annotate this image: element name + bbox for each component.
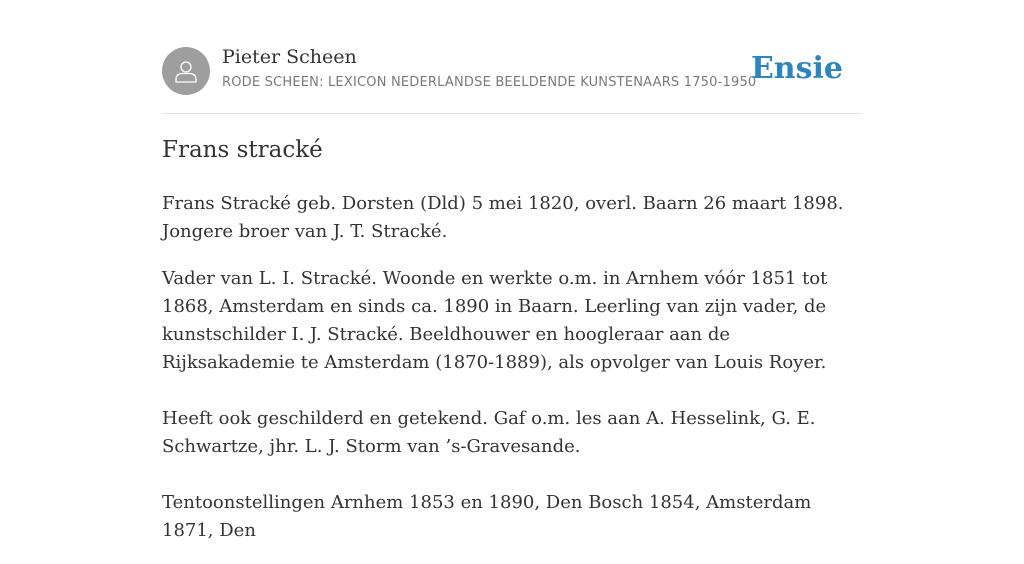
article-body (162, 190, 862, 564)
source-name[interactable]: RODE SCHEEN: LEXICON NEDERLANDSE BEELDENDE KUNSTENAARS 1750-1950 (222, 75, 757, 90)
ensie-logo[interactable]: Ensie (750, 51, 843, 86)
article-paragraph: Vader van L. I. Stracké. Woonde en werkte o.m. in Arnhem vóór 1851 tot 1868, Amsterdam en sinds ca. 1890 in Baarn. Leerling van zijn vader, de kunstschilder I. J. Stracké. Beeldhouwer en hoogleraar aan de Rijksakademie te Amsterdam (1870-1889), als opvolger van Louis Royer. Heeft ook geschilderd en getekend. Gaf o.m. les aan A. Hesselink, G. E. Schwartze, jhr. L. J. Storm van ’s-Gravesande. Tentoonstellingen Arnhem 1853 en 1890, Den Bosch 1854, Amsterdam 1871, Den (162, 268, 828, 541)
user-icon (173, 58, 199, 84)
content-container (162, 0, 862, 541)
article-paragraph: Frans Stracké geb. Dorsten (Dld) 5 mei 1820, overl. Baarn 26 maart 1898. Jongere broer van J. T. Stracké. (162, 193, 844, 242)
author-avatar[interactable] (162, 47, 210, 95)
page-header (162, 0, 862, 114)
article-title: Frans stracké (162, 137, 323, 163)
author-name[interactable]: Pieter Scheen (222, 46, 357, 68)
